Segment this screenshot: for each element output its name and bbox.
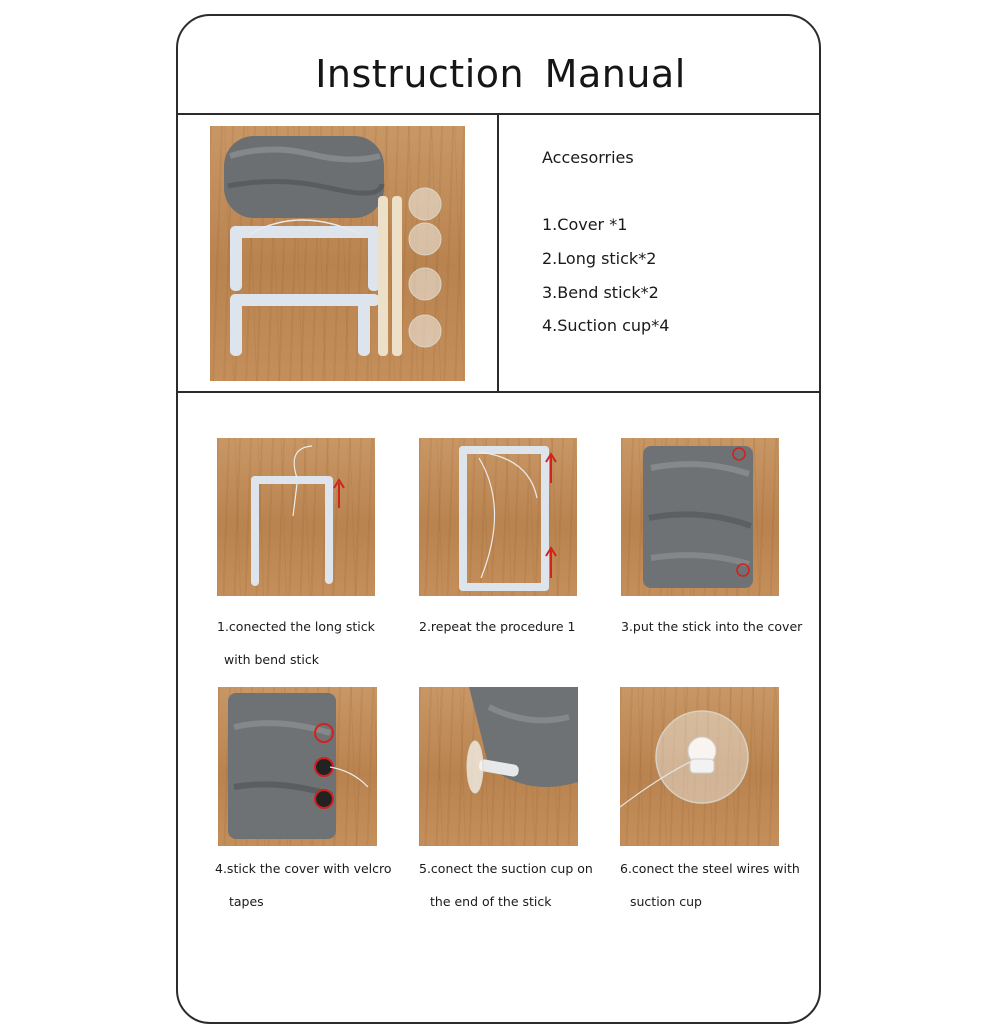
step-6-caption: [620, 852, 800, 918]
caption-line: 4.stick the cover with velcro: [215, 861, 392, 876]
caption-line: 2.repeat the procedure 1: [419, 619, 576, 634]
step-3-caption: [621, 610, 802, 643]
step-2-caption: [419, 610, 575, 643]
accessory-item: 2.Long stick*2: [542, 249, 657, 268]
step-1-caption: [217, 610, 375, 676]
step-1-photo: [217, 438, 375, 596]
caption-line: tapes: [229, 894, 264, 909]
caption-line: the end of the stick: [430, 894, 552, 909]
step-6-photo: [620, 687, 779, 846]
caption-line: 5.conect the suction cup on: [419, 861, 593, 876]
caption-line: with bend stick: [224, 652, 319, 667]
step-5-photo: [419, 687, 578, 846]
step-4-photo: [218, 687, 377, 846]
caption-line: 1.conected the long stick: [217, 619, 375, 634]
accessory-item: 3.Bend stick*2: [542, 283, 659, 302]
accessories-photo: [210, 126, 465, 381]
divider-vertical: [497, 113, 499, 392]
caption-line: 6.conect the steel wires with: [620, 861, 800, 876]
step-5-caption: [419, 852, 593, 918]
accessory-item: 1.Cover *1: [542, 215, 628, 234]
step-2-photo: [419, 438, 577, 596]
caption-line: suction cup: [630, 894, 702, 909]
accessories-heading: Accesorries: [542, 148, 634, 167]
step-3-photo: [621, 438, 779, 596]
page-title: Instruction Manual: [315, 52, 686, 96]
accessory-item: 4.Suction cup*4: [542, 316, 670, 335]
step-4-caption: [215, 852, 392, 918]
caption-line: 3.put the stick into the cover: [621, 619, 803, 634]
